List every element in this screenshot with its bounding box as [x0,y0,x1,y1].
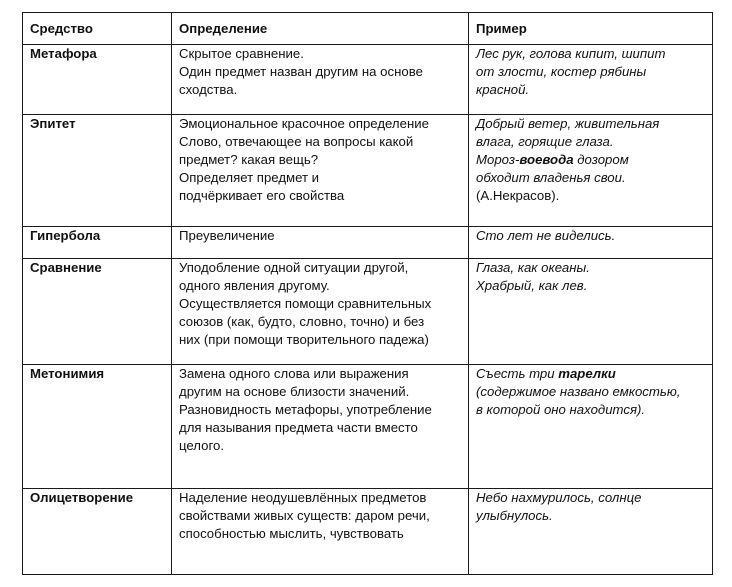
example-line: Добрый ветер, живительная [476,116,660,131]
example-line: Сто лет не виделись. [476,228,616,243]
example-cell [469,45,713,115]
example-line: (содержимое названо емкостью, [476,384,681,399]
example-line [476,365,706,383]
table-row [23,115,713,227]
definition-line: сходства. [179,82,238,97]
term-cell: Эпитет [23,115,172,227]
table-row [23,365,713,489]
definition-line: Слово, отвечающее на вопросы какой [179,134,414,149]
table-row [23,489,713,575]
term-cell: Гипербола [23,227,172,259]
definition-line: союзов (как, будто, словно, точно) и без [179,314,425,329]
definition-line: способностью мыслить, чувствовать [179,526,404,541]
definition-line: подчёркивает его свойства [179,188,345,203]
definition-line: одного явления другому. [179,278,330,293]
example-text: дозором [573,152,629,167]
header-definition: Определение [172,13,469,45]
example-highlight: воевода [519,152,574,167]
example-text: Съесть три [476,366,559,381]
definition-cell [172,259,469,365]
definition-cell [172,115,469,227]
definition-cell [172,489,469,575]
example-cell [469,259,713,365]
definition-line: Наделение неодушевлённых предметов [179,490,427,505]
example-line [476,151,706,169]
header-row [23,13,713,45]
definition-line: Осуществляется помощи сравнительных [179,296,432,311]
example-line: Глаза, как океаны. [476,260,590,275]
definition-line: них (при помощи творительного падежа) [179,332,429,347]
example-attribution: (А.Некрасов). [476,188,560,203]
definition-line: свойствами живых существ: даром речи, [179,508,430,523]
example-line: Храбрый, как лев. [476,278,588,293]
definition-line: Замена одного слова или выражения [179,366,409,381]
table-row [23,45,713,115]
term-cell: Сравнение [23,259,172,365]
example-line: красной. [476,82,530,97]
term-cell: Метафора [23,45,172,115]
table-row [23,227,713,259]
definition-line: для называния предмета части вместо [179,420,418,435]
example-cell [469,365,713,489]
header-example: Пример [469,13,713,45]
example-highlight: тарелки [558,366,616,381]
literary-devices-table [22,12,713,575]
definition-line: Разновидность метафоры, употребление [179,402,432,417]
term-cell: Олицетворение [23,489,172,575]
example-line: Лес рук, голова кипит, шипит [476,46,666,61]
example-line: в которой оно находится). [476,402,646,417]
example-line: обходит владенья свои. [476,170,626,185]
example-cell [469,227,713,259]
definition-line: Один предмет назван другим на основе [179,64,423,79]
example-line: от злости, костер рябины [476,64,647,79]
definition-line: Скрытое сравнение. [179,46,304,61]
header-device: Средство [23,13,172,45]
example-line: Небо нахмурилось, солнце [476,490,642,505]
definition-line: Определяет предмет и [179,170,320,185]
definition-line: Уподобление одной ситуации другой, [179,260,409,275]
example-text: Мороз- [476,152,520,167]
definition-line: предмет? какая вещь? [179,152,319,167]
definition-line: целого. [179,438,224,453]
definition-line: Эмоциональное красочное определение [179,116,429,131]
example-cell [469,489,713,575]
example-cell [469,115,713,227]
example-line: улыбнулось. [476,508,553,523]
definition-cell [172,365,469,489]
definition-line: другим на основе близости значений. [179,384,410,399]
definition-line: Преувеличение [179,228,275,243]
term-cell: Метонимия [23,365,172,489]
definition-cell [172,227,469,259]
example-line: влага, горящие глаза. [476,134,614,149]
definition-cell [172,45,469,115]
table-row [23,259,713,365]
